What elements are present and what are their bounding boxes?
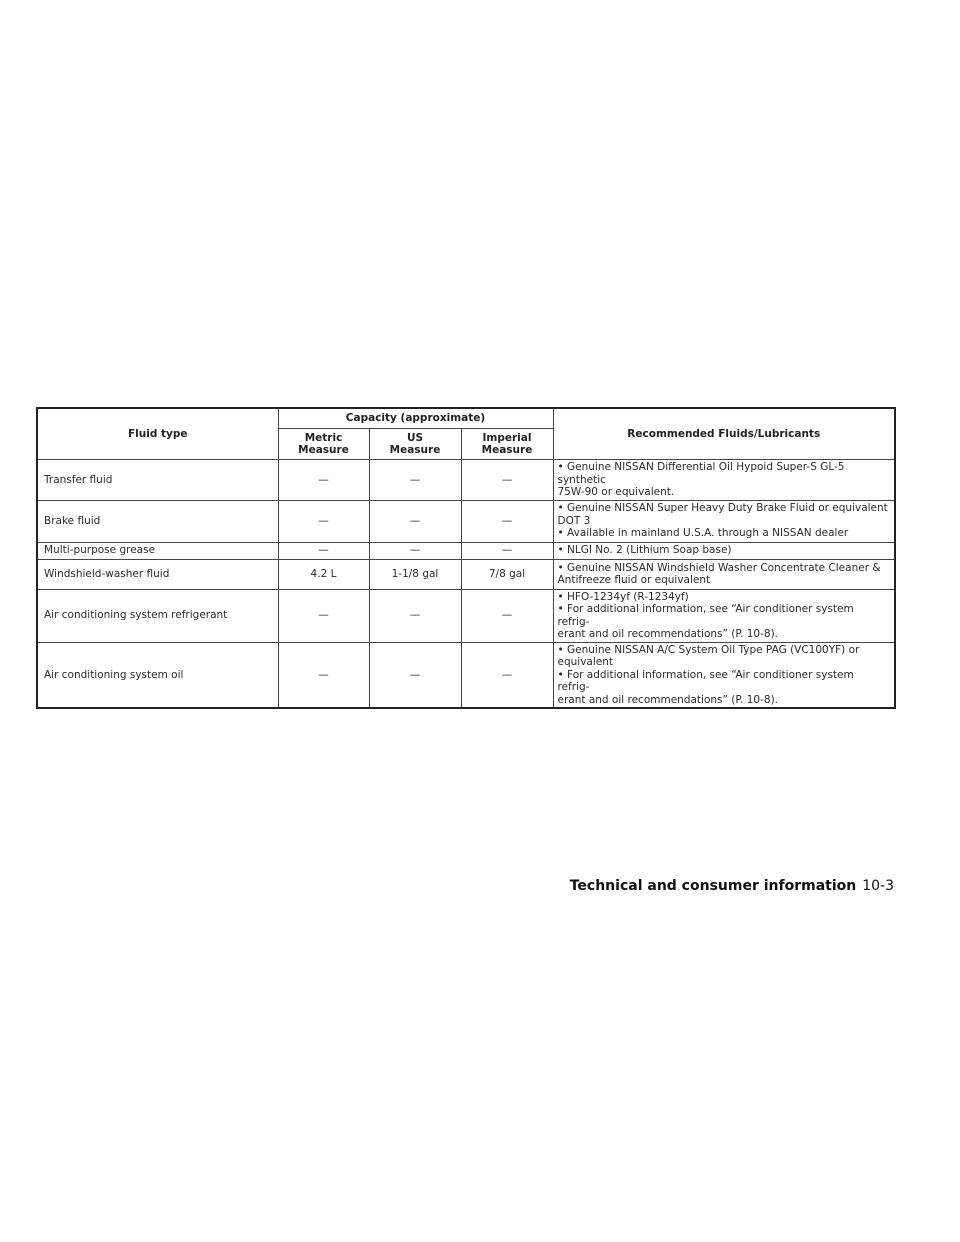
us-value: — <box>369 460 461 501</box>
imperial-value: 7/8 gal <box>461 559 553 589</box>
us-value: — <box>369 500 461 542</box>
recommended-fluid: • HFO-1234yf (R-1234yf) • For additional information, see “Air conditioner system refrig- erant and oil recommendations” (P. 10-8). <box>553 589 895 642</box>
footer-page-number: 10-3 <box>862 878 894 894</box>
us-value: — <box>369 542 461 559</box>
header-recommended: Recommended Fluids/Lubricants <box>553 408 895 460</box>
us-value: — <box>369 589 461 642</box>
metric-value: — <box>278 589 369 642</box>
header-fluid-type: Fluid type <box>37 408 278 460</box>
fluid-name: Brake fluid <box>37 500 278 542</box>
table-row <box>37 500 895 542</box>
footer-section-title: Technical and consumer information <box>569 878 857 894</box>
table-row <box>37 542 895 559</box>
table-row <box>37 559 895 589</box>
metric-value: — <box>278 460 369 501</box>
fluid-name: Transfer fluid <box>37 460 278 501</box>
fluid-name: Windshield-washer fluid <box>37 559 278 589</box>
imperial-value: — <box>461 500 553 542</box>
imperial-value: — <box>461 589 553 642</box>
header-us: US Measure <box>369 429 461 460</box>
metric-value: — <box>278 542 369 559</box>
imperial-value: — <box>461 542 553 559</box>
imperial-value: — <box>461 642 553 708</box>
recommended-fluid: • Genuine NISSAN Differential Oil Hypoid Super-S GL-5 synthetic 75W-90 or equivalent. <box>553 460 895 501</box>
header-imperial: Imperial Measure <box>461 429 553 460</box>
fluid-capacity-table <box>36 407 896 709</box>
recommended-fluid: • Genuine NISSAN Super Heavy Duty Brake Fluid or equivalent DOT 3 • Available in mainland U.S.A. through a NISSAN dealer <box>553 500 895 542</box>
fluid-name: Air conditioning system refrigerant <box>37 589 278 642</box>
us-value: 1-1/8 gal <box>369 559 461 589</box>
page-footer <box>570 878 894 894</box>
recommended-fluid: • Genuine NISSAN Windshield Washer Concentrate Cleaner & Antifreeze fluid or equivalent <box>553 559 895 589</box>
metric-value: — <box>278 642 369 708</box>
header-capacity: Capacity (approximate) <box>278 408 553 429</box>
header-metric: Metric Measure <box>278 429 369 460</box>
fluid-name: Air conditioning system oil <box>37 642 278 708</box>
table-row <box>37 589 895 642</box>
recommended-fluid: • NLGI No. 2 (Lithium Soap base) <box>553 542 895 559</box>
us-value: — <box>369 642 461 708</box>
recommended-fluid: • Genuine NISSAN A/C System Oil Type PAG (VC100YF) or equivalent • For additional information, see “Air conditioner system refrig- erant and oil recommendations” (P. 10-8). <box>553 642 895 708</box>
table-row <box>37 642 895 708</box>
table-row <box>37 460 895 501</box>
metric-value: — <box>278 500 369 542</box>
fluid-name: Multi-purpose grease <box>37 542 278 559</box>
imperial-value: — <box>461 460 553 501</box>
metric-value: 4.2 L <box>278 559 369 589</box>
